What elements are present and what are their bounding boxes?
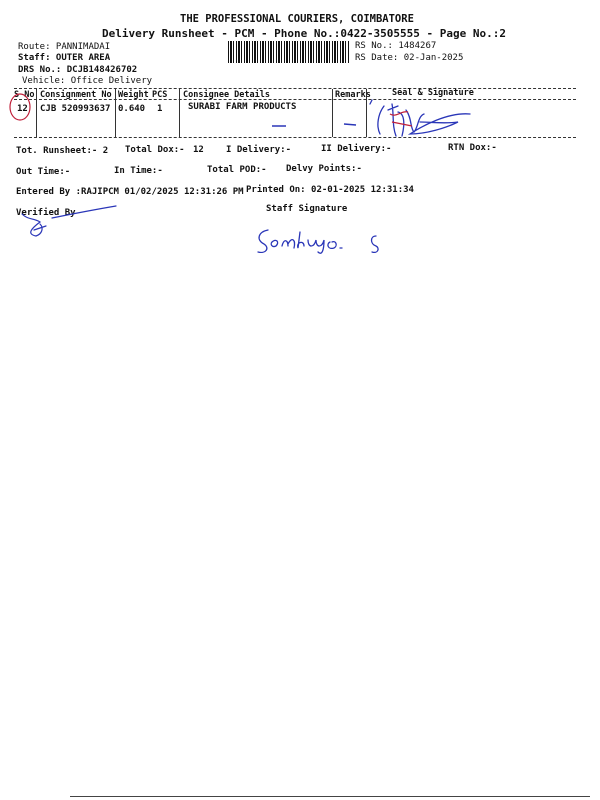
in-time-label: In Time:- [114, 166, 163, 176]
row-sno: 12 [17, 104, 28, 114]
row-consignee: SURABI FARM PRODUCTS [188, 102, 297, 112]
rtn-dox-label: RTN Dox:- [448, 143, 497, 153]
col-divider [179, 89, 180, 137]
col-divider [115, 89, 116, 137]
row-consignment-no: CJB 520993637 [40, 104, 111, 114]
row-pcs: 1 [157, 104, 163, 114]
col-header-weight: Weight [118, 90, 149, 100]
col-header-sno: S No [14, 90, 35, 100]
total-runsheet: Tot. Runsheet:- 2 [16, 146, 109, 156]
i-delivery-label: I Delivery:- [226, 145, 292, 155]
ii-delivery-label: II Delivery:- [321, 144, 392, 154]
total-pod-label: Total POD:- [207, 165, 267, 175]
col-header-pcs: PCS [152, 90, 168, 100]
rs-date: RS Date: 02-Jan-2025 [355, 53, 464, 63]
staff-label: Staff: OUTER AREA [18, 53, 111, 63]
total-dox-value: 12 [193, 145, 204, 155]
dash-mark [270, 122, 290, 130]
total-dox-label: Total Dox:- [125, 145, 185, 155]
col-header-seal: Seal & Signature [392, 88, 474, 98]
drs-number: DRS No.: DCJB148426702 [18, 65, 138, 75]
col-header-remarks: Remarks [335, 90, 371, 100]
col-divider [36, 89, 37, 137]
company-title: THE PROFESSIONAL COURIERS, COIMBATORE [180, 13, 414, 25]
entered-by: Entered By :RAJIPCM 01/02/2025 12:31:26 PM [16, 187, 244, 197]
row-weight: 0.640 [118, 104, 146, 114]
rs-number: RS No.: 1484267 [355, 41, 437, 51]
seal-signature-scribble [362, 92, 477, 148]
col-header-consignee: Consignee Details [183, 90, 270, 100]
col-header-consignment: Consignment No [40, 90, 112, 100]
table-bottom-rule [14, 137, 576, 138]
table-top-rule [14, 88, 576, 89]
verifier-signature [12, 204, 122, 244]
barcode-image [228, 41, 350, 63]
printed-on: Printed On: 02-01-2025 12:31:34 [246, 185, 414, 195]
staff-signature [252, 222, 392, 256]
dash-mark [342, 120, 362, 128]
delvy-points-label: Delvy Points:- [286, 164, 362, 174]
circled-number-mark [8, 92, 34, 122]
page-bottom-edge [70, 796, 590, 797]
vehicle-label: Vehicle: Office Delivery [22, 76, 153, 86]
out-time-label: Out Time:- [16, 167, 71, 177]
staff-signature-label: Staff Signature [266, 204, 348, 214]
col-divider [332, 89, 333, 137]
verified-by-label: Verified By [16, 208, 76, 218]
runsheet-subtitle: Delivery Runsheet - PCM - Phone No.:0422-3505555 - Page No.:2 [102, 27, 506, 40]
route-label: Route: PANNIMADAI [18, 42, 111, 52]
